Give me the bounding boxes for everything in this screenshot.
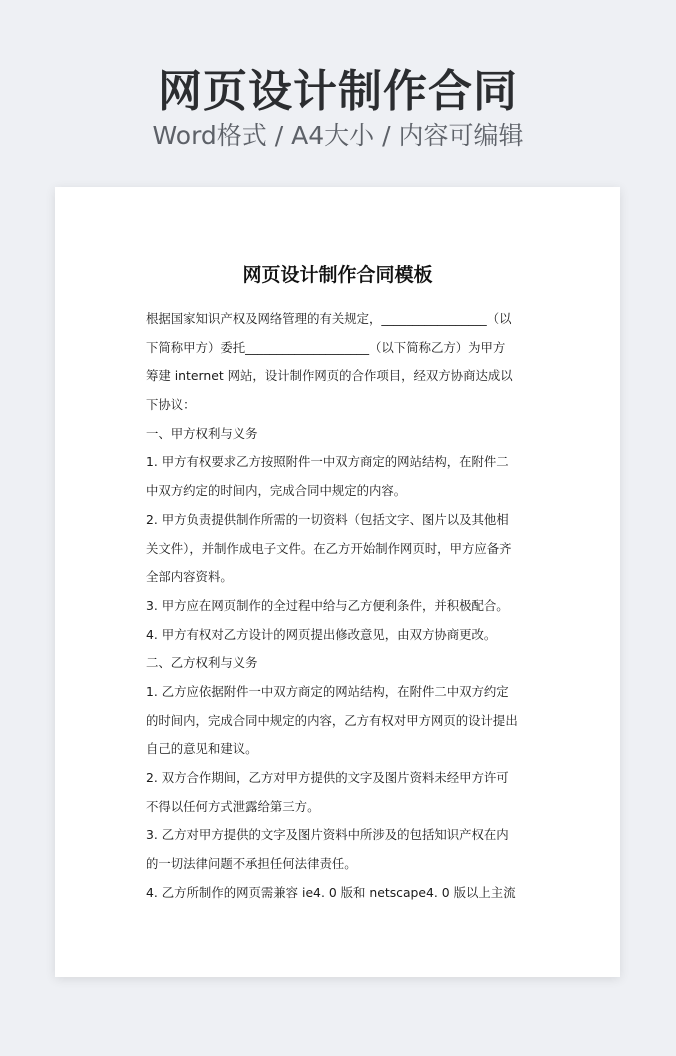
body-line: 1. 甲方有权要求乙方按照附件一中双方商定的网站结构，在附件二 bbox=[146, 454, 509, 470]
body-line: 根据国家知识产权及网络管理的有关规定，_________________（以 bbox=[146, 311, 512, 326]
body-line: 自己的意见和建议。 bbox=[146, 741, 258, 757]
body-line: 关文件），并制作成电子文件。在乙方开始制作网页时，甲方应备齐 bbox=[146, 540, 512, 556]
banner-title: 网页设计制作合同 bbox=[158, 66, 518, 117]
body-line: 3. 甲方应在网页制作的全过程中给与乙方便利条件，并积极配合。 bbox=[146, 597, 509, 613]
banner-subtitle: Word格式 / A4大小 / 内容可编辑 bbox=[152, 121, 524, 150]
body-line: 的一切法律问题不承担任何法律责任。 bbox=[146, 856, 357, 872]
document-page bbox=[55, 187, 620, 977]
body-line: 2. 双方合作期间，乙方对甲方提供的文字及图片资料未经甲方许可 bbox=[146, 770, 509, 785]
document-body bbox=[146, 305, 531, 907]
section-heading-party-b: 二、乙方权利与义务 bbox=[146, 655, 258, 671]
body-line: 下协议： bbox=[146, 397, 196, 413]
document-title: 网页设计制作合同模板 bbox=[242, 264, 433, 286]
body-line: 4. 甲方有权对乙方设计的网页提出修改意见，由双方协商更改。 bbox=[146, 626, 497, 642]
body-line: 中双方约定的时间内，完成合同中规定的内容。 bbox=[146, 483, 407, 499]
body-line: 1. 乙方应依据附件一中双方商定的网站结构，在附件二中双方约定 bbox=[146, 683, 509, 699]
body-line: 下简称甲方）委托____________________（以下简称乙方）为甲方 bbox=[146, 339, 506, 355]
body-line: 筹建 internet 网站，设计制作网页的合作项目，经双方协商达成以 bbox=[146, 368, 513, 384]
body-line: 4. 乙方所制作的网页需兼容 ie4. 0 版和 netscape4. 0 版以上主流 bbox=[146, 884, 516, 900]
body-line: 不得以任何方式泄露给第三方。 bbox=[146, 798, 320, 814]
body-line: 全部内容资料。 bbox=[146, 569, 233, 585]
body-line: 3. 乙方对甲方提供的文字及图片资料中所涉及的包括知识产权在内 bbox=[146, 827, 509, 843]
body-line: 的时间内，完成合同中规定的内容，乙方有权对甲方网页的设计提出 bbox=[146, 712, 518, 728]
section-heading-party-a: 一、甲方权利与义务 bbox=[146, 425, 258, 441]
body-line: 2. 甲方负责提供制作所需的一切资料（包括文字、图片以及其他相 bbox=[146, 511, 509, 527]
